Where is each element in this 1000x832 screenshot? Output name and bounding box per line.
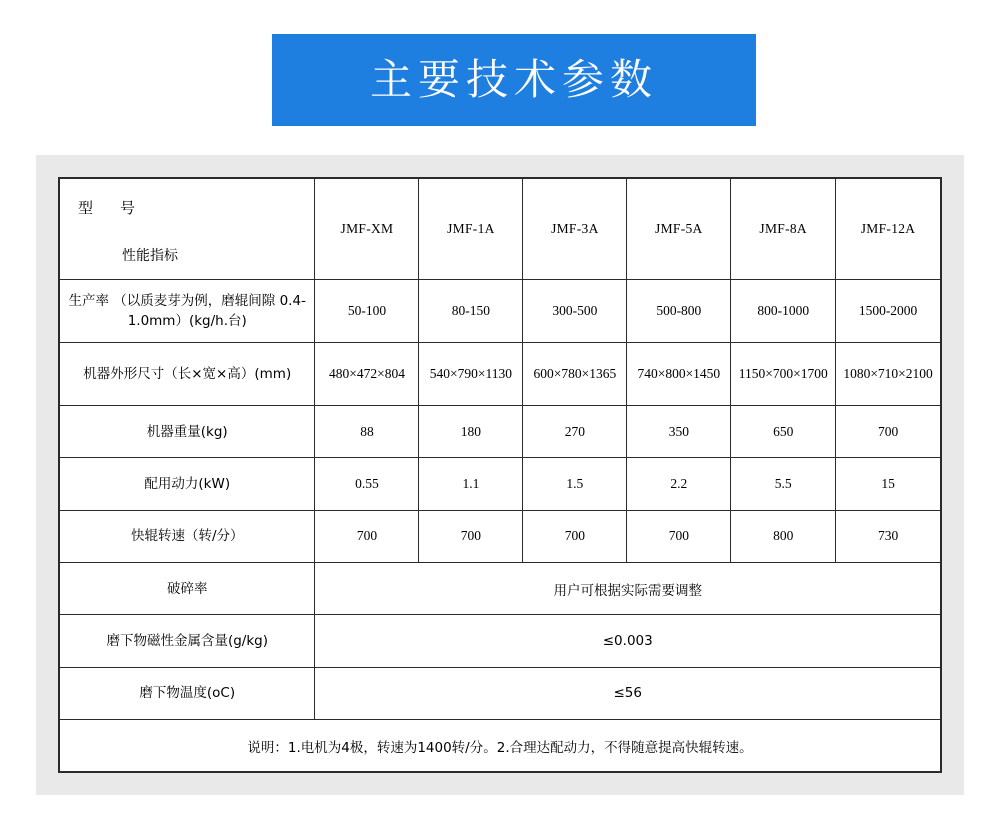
- cell-production-rate-5: 800-1000: [731, 280, 836, 343]
- banner: [272, 34, 756, 126]
- model-header-1: JMF-XM: [315, 179, 419, 280]
- table-frame: [36, 155, 964, 795]
- row-label-temperature: 磨下物温度(oC): [60, 667, 315, 719]
- cell-dimensions-5: 1150×700×1700: [731, 343, 836, 406]
- model-header-5: JMF-8A: [731, 179, 836, 280]
- cell-power-2: 1.1: [419, 458, 523, 510]
- row-label-roller-speed: 快辊转速（转/分）: [60, 510, 315, 562]
- corner-label-metric: 性能指标: [122, 248, 178, 264]
- model-header-2: JMF-1A: [419, 179, 523, 280]
- cell-production-rate-2: 80-150: [419, 280, 523, 343]
- cell-roller-speed-3: 700: [523, 510, 627, 562]
- cell-power-6: 15: [836, 458, 941, 510]
- table-row: [60, 343, 941, 406]
- cell-dimensions-3: 600×780×1365: [523, 343, 627, 406]
- row-label-crush-rate: 破碎率: [60, 563, 315, 615]
- cell-production-rate-3: 300-500: [523, 280, 627, 343]
- model-header-4: JMF-5A: [627, 179, 731, 280]
- model-header-6: JMF-12A: [836, 179, 941, 280]
- cell-production-rate-1: 50-100: [315, 280, 419, 343]
- cell-roller-speed-2: 700: [419, 510, 523, 562]
- corner-label-model: 型 号: [78, 199, 142, 217]
- cell-power-3: 1.5: [523, 458, 627, 510]
- cell-dimensions-1: 480×472×804: [315, 343, 419, 406]
- cell-roller-speed-6: 730: [836, 510, 941, 562]
- cell-power-1: 0.55: [315, 458, 419, 510]
- row-label-weight: 机器重量(kg): [60, 406, 315, 458]
- cell-production-rate-6: 1500-2000: [836, 280, 941, 343]
- cell-weight-2: 180: [419, 406, 523, 458]
- cell-weight-4: 350: [627, 406, 731, 458]
- cell-dimensions-6: 1080×710×2100: [836, 343, 941, 406]
- cell-power-5: 5.5: [731, 458, 836, 510]
- spec-table: [59, 178, 941, 772]
- table-row: [60, 615, 941, 667]
- table-footnote: 说明：1.电机为4极，转速为1400转/分。2.合理达配动力，不得随意提高快辊转速。: [60, 720, 941, 772]
- table-frame-inner: [58, 177, 942, 773]
- cell-dimensions-2: 540×790×1130: [419, 343, 523, 406]
- table-row: [60, 458, 941, 510]
- row-label-production-rate: 生产率 （以质麦芽为例，磨辊间隙 0.4-1.0mm）(kg/h.台): [60, 280, 315, 343]
- table-row: [60, 563, 941, 615]
- model-header-3: JMF-3A: [523, 179, 627, 280]
- cell-roller-speed-4: 700: [627, 510, 731, 562]
- cell-weight-1: 88: [315, 406, 419, 458]
- cell-power-4: 2.2: [627, 458, 731, 510]
- cell-roller-speed-1: 700: [315, 510, 419, 562]
- table-footnote-row: [60, 720, 941, 772]
- cell-dimensions-4: 740×800×1450: [627, 343, 731, 406]
- table-header-row: [60, 179, 941, 280]
- row-label-power: 配用动力(kW): [60, 458, 315, 510]
- table-row: [60, 667, 941, 719]
- cell-crush-rate-value: 用户可根据实际需要调整: [315, 563, 941, 615]
- cell-weight-6: 700: [836, 406, 941, 458]
- cell-roller-speed-5: 800: [731, 510, 836, 562]
- table-row: [60, 280, 941, 343]
- row-label-dimensions: 机器外形尺寸（长×宽×高）(mm): [60, 343, 315, 406]
- row-label-magnetic-metal: 磨下物磁性金属含量(g/kg): [60, 615, 315, 667]
- cell-weight-5: 650: [731, 406, 836, 458]
- header-corner-cell: [60, 179, 315, 280]
- cell-production-rate-4: 500-800: [627, 280, 731, 343]
- cell-magnetic-metal-value: ≤0.003: [315, 615, 941, 667]
- page-title: 主要技术参数: [369, 55, 658, 104]
- cell-temperature-value: ≤56: [315, 667, 941, 719]
- cell-weight-3: 270: [523, 406, 627, 458]
- table-row: [60, 406, 941, 458]
- table-row: [60, 510, 941, 562]
